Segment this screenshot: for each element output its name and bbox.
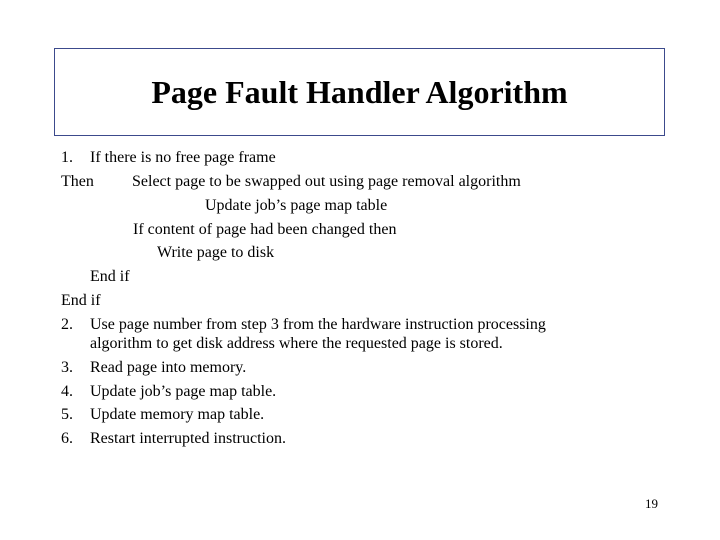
step-2-number: 2. xyxy=(61,316,73,333)
step-3-text: Read page into memory. xyxy=(90,359,247,376)
step-2-continuation: algorithm to get disk address where the requested page is stored. xyxy=(90,335,503,352)
page-number: 19 xyxy=(645,496,658,511)
step-5-text: Update memory map table. xyxy=(90,406,265,423)
if-changed-line: If content of page had been changed then xyxy=(133,221,397,238)
update-map-line: Update job’s page map table xyxy=(205,197,388,214)
outer-end-if: End if xyxy=(61,292,101,309)
step-6-number: 6. xyxy=(61,430,73,447)
then-keyword: Then xyxy=(61,173,94,190)
step-5-number: 5. xyxy=(61,406,73,423)
step-2-text: Use page number from step 3 from the hardware instruction processing xyxy=(90,316,546,333)
slide-title: Page Fault Handler Algorithm xyxy=(151,73,568,110)
title-box xyxy=(54,48,665,136)
inner-end-if: End if xyxy=(90,268,130,285)
step-1-text: If there is no free page frame xyxy=(90,149,276,166)
step-4-text: Update job’s page map table. xyxy=(90,383,277,400)
step-6-text: Restart interrupted instruction. xyxy=(90,430,286,447)
step-4-number: 4. xyxy=(61,383,73,400)
then-text: Select page to be swapped out using page removal algorithm xyxy=(132,173,521,190)
step-3-number: 3. xyxy=(61,359,73,376)
step-1-number: 1. xyxy=(61,149,73,166)
write-disk-line: Write page to disk xyxy=(157,244,275,261)
